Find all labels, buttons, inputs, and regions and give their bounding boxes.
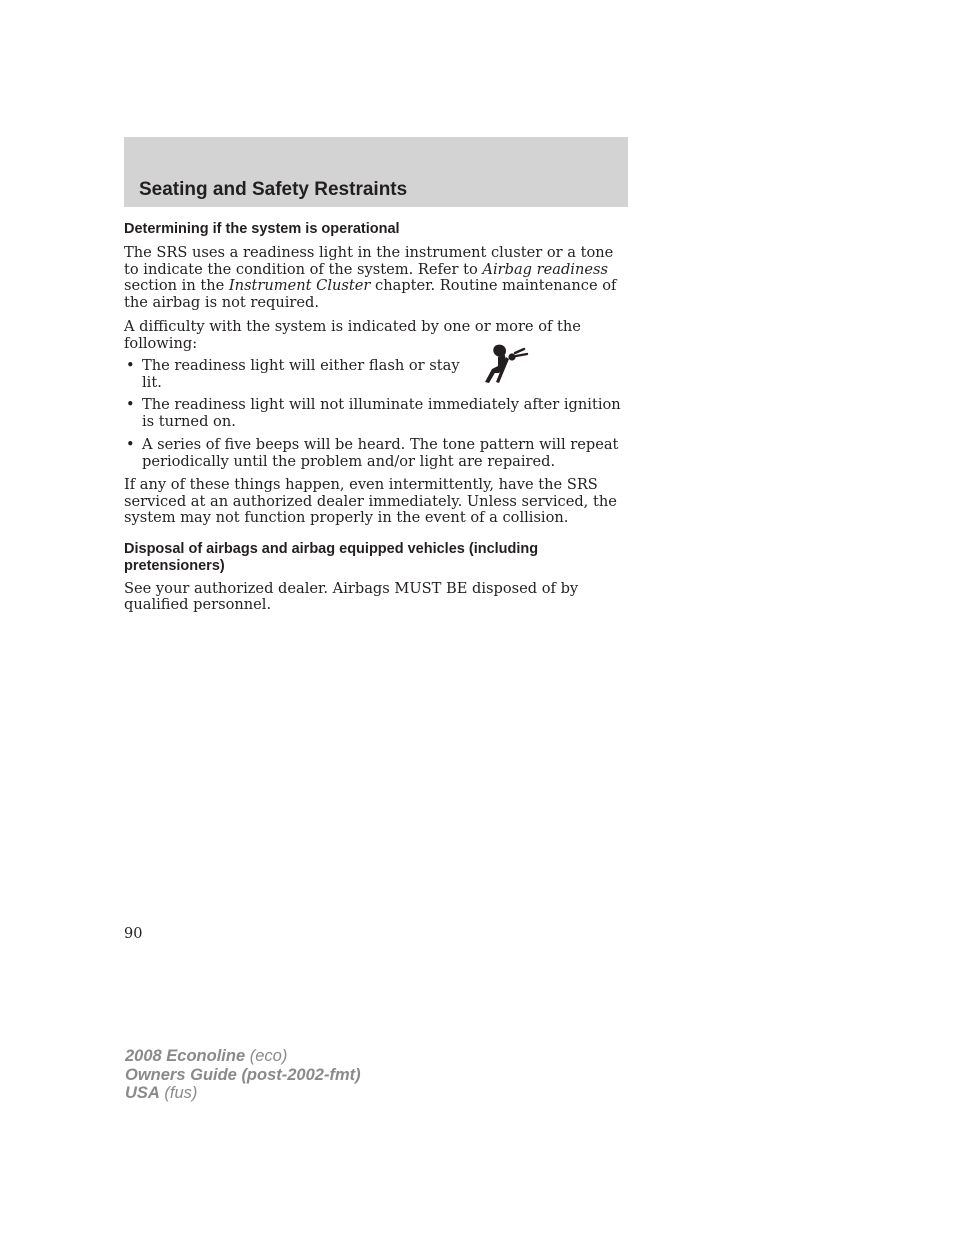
footer-line-guide [125, 1066, 361, 1085]
footer-region-code: (fus) [159, 1084, 198, 1102]
difficulty-intro-paragraph: A difficulty with the system is indicated by one or more of the following: [124, 318, 581, 352]
para-text: chapter. Routine maintenance of the airbag is not required. [124, 277, 617, 311]
difficulty-list [124, 358, 629, 470]
airbag-warning-icon [484, 343, 530, 385]
list-item: • A series of five beeps will be heard. The tone pattern will repeat periodically until the problem and/or light are repaired. [124, 437, 629, 470]
document-footer [125, 1047, 361, 1103]
list-item: • The readiness light will either flash or stay lit. [124, 358, 472, 391]
service-paragraph: If any of these things happen, even intermittently, have the SRS serviced at an authorized dealer immediately. Unless serviced, the system may not function properly in the event of a collision. [124, 476, 617, 526]
footer-region: USA [125, 1084, 160, 1102]
page-number: 90 [124, 926, 143, 942]
footer-model: 2008 Econoline [125, 1047, 246, 1065]
footer-model-code: (eco) [245, 1047, 288, 1065]
para-text: section in the [124, 277, 229, 294]
heading-airbag-disposal: Disposal of airbags and airbag equipped vehicles (including pretensioners) [124, 540, 539, 574]
footer-line-model [125, 1047, 361, 1066]
section-header-band [124, 137, 628, 207]
page-content [124, 221, 629, 614]
instrument-cluster-ref: Instrument Cluster [228, 277, 371, 294]
airbag-readiness-ref: Airbag readiness [482, 260, 608, 278]
footer-guide: Owners Guide (post-2002-fmt) [125, 1065, 361, 1084]
heading-system-operational: Determining if the system is operational [124, 221, 400, 237]
srs-readiness-paragraph [124, 245, 629, 311]
section-title: Seating and Safety Restraints [139, 179, 408, 200]
footer-line-region [125, 1084, 361, 1103]
disposal-paragraph: See your authorized dealer. Airbags MUST BE disposed of by qualified personnel. [124, 579, 579, 613]
list-item: • The readiness light will not illuminate immediately after ignition is turned on. [124, 397, 629, 430]
para-text: The SRS uses a readiness light in the instrument cluster or a tone to indicate the condition of the system. Refer to [124, 244, 614, 278]
